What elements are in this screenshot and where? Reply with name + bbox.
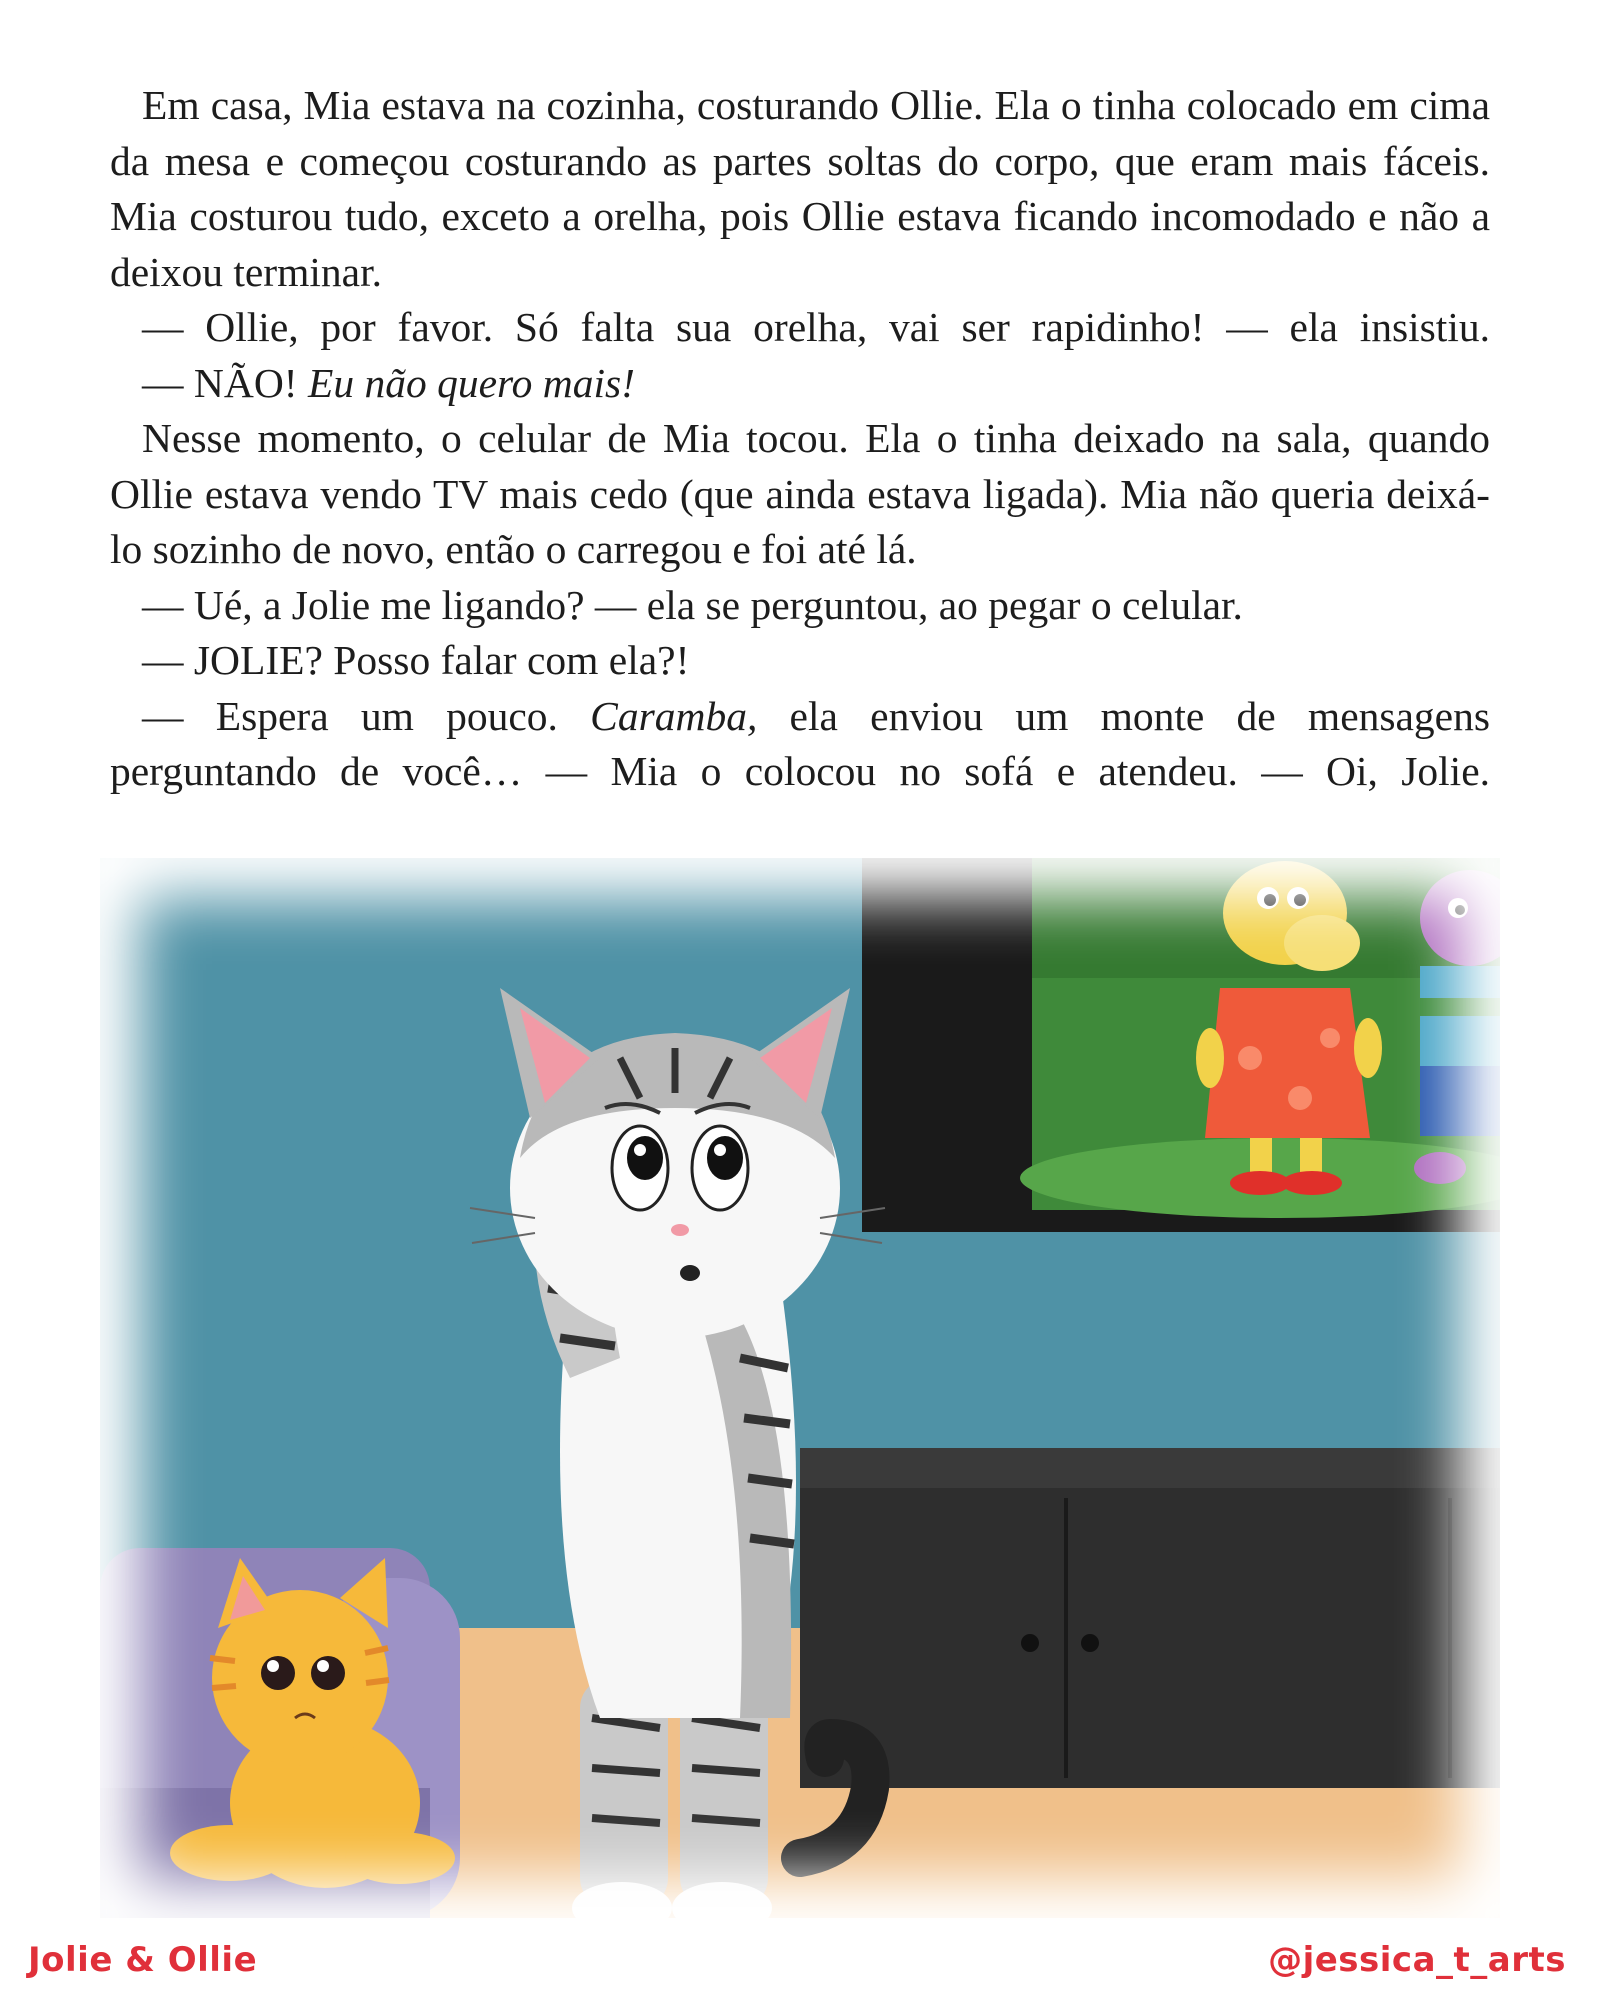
story-text xyxy=(110,78,1490,800)
tv xyxy=(862,858,1500,1232)
dialogue-plain: — NÃO! xyxy=(142,359,308,406)
dialogue-start: — Espera um pouco. xyxy=(142,692,591,739)
dialogue-italic: Eu não quero mais! xyxy=(307,359,635,406)
paragraph-4: Nesse momento, o celular de Mia tocou. Ela o tinha deixado na sala, quando Ollie estava vendo TV mais cedo (que ainda estava ligada). Mia não queria deixá-lo sozinho de novo, então o carregou e foi até lá. xyxy=(110,415,1490,572)
illustration xyxy=(100,858,1500,1918)
tv-cabinet xyxy=(800,1448,1500,1788)
paragraph-7b: perguntando de você… — Mia o colocou no sofá e atendeu. — Oi, Jolie. xyxy=(110,748,1490,794)
dialogue-italic-caramba: Caramba, xyxy=(590,692,758,739)
dialogue-end: ela enviou um monte de mensagens xyxy=(757,692,1491,739)
series-title: Jolie & Ollie xyxy=(28,1940,258,1980)
paragraph-1: Em casa, Mia estava na cozinha, costurando Ollie. Ela o tinha colocado em cima da mesa e começou costurando as partes soltas do corpo, que eram mais fáceis. Mia costurou tudo, exceto a orelha, pois Ollie estava ficando incomodado e não a deixou terminar. xyxy=(110,82,1490,295)
paragraph-6: — JOLIE? Posso falar com ela?! xyxy=(142,637,690,683)
artist-handle: @jessica_t_arts xyxy=(1268,1940,1566,1980)
paragraph-2: — Ollie, por favor. Só falta sua orelha, vai ser rapidinho! — ela insistiu. xyxy=(142,304,1490,350)
paragraph-5: — Ué, a Jolie me ligando? — ela se perguntou, ao pegar o celular. xyxy=(142,581,1243,628)
living-room-scene xyxy=(100,858,1500,1918)
paragraph-7a xyxy=(110,689,1490,745)
paragraph-3 xyxy=(110,356,1490,412)
